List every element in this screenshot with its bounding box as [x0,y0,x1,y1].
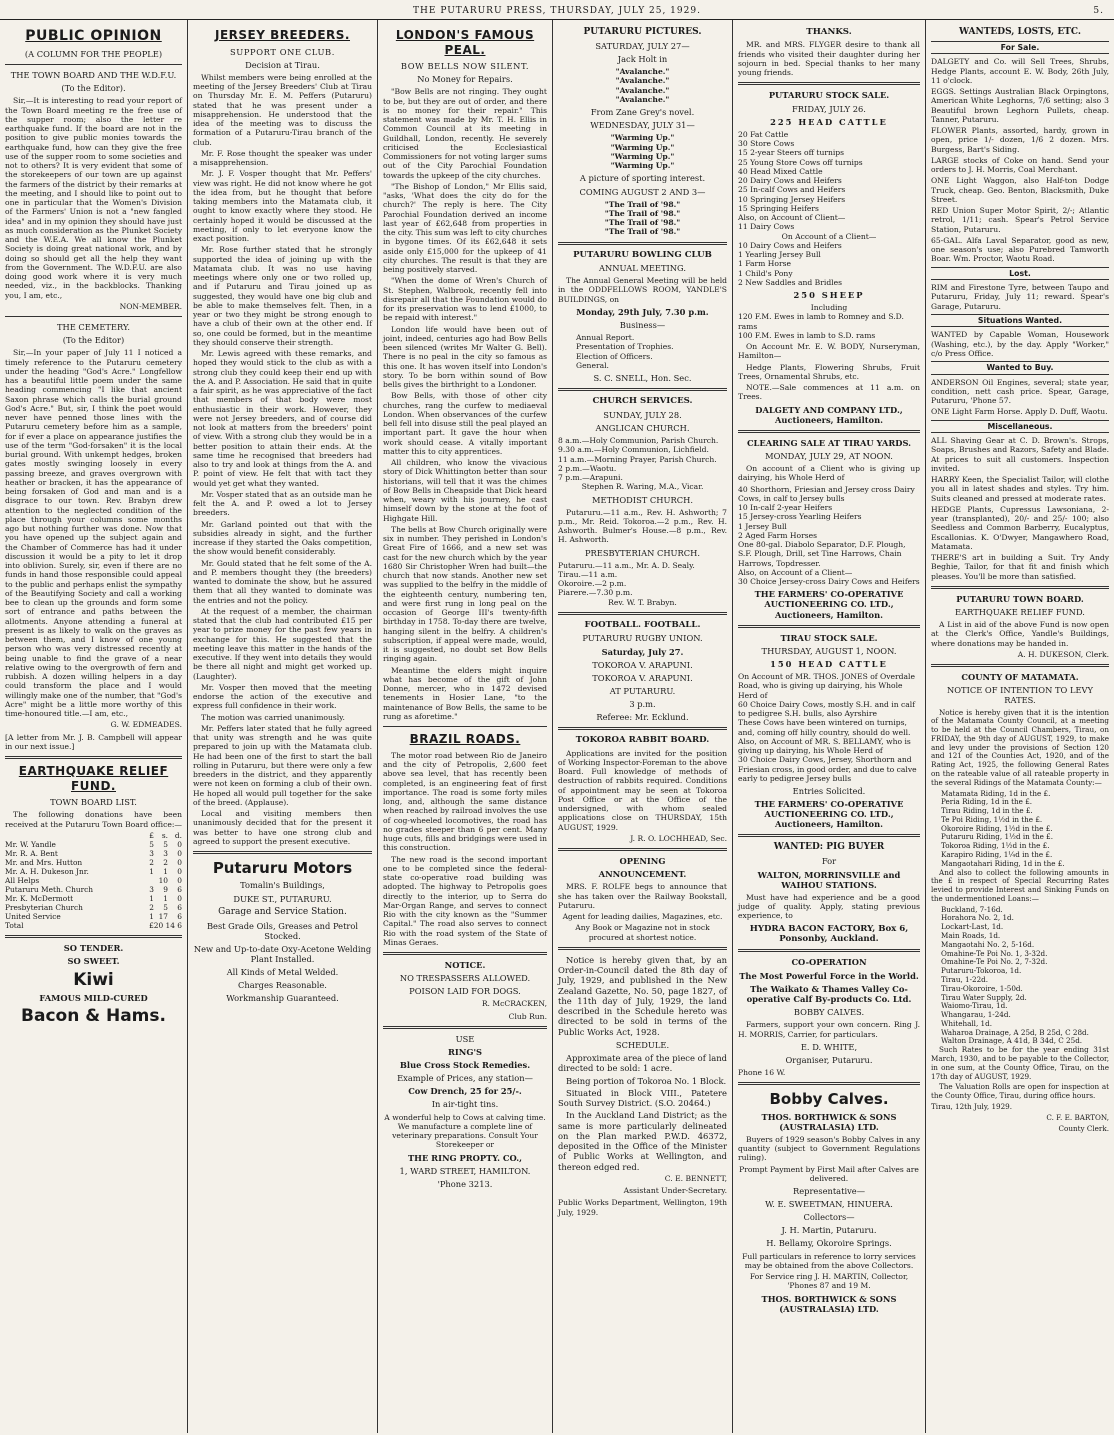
notice-sig: R. McCRACKEN, [481,999,547,1009]
thanks-text: MR. and MRS. FLYGER desire to thank all friends who visited their daughter during her sojourn in bed. Special thanks to her many young friends. [738,40,920,78]
bobby-prompt: Prompt Payment by First Mail after Calves are delivered. [739,1164,919,1183]
town-board-heading: PUTARURU TOWN BOARD. [956,593,1084,604]
stock-items: 20 Fat Cattle 30 Store Cows 15 2-year Steers off turnips 25 Young Store Cows off turnips 40 Head Mixed Cattle 20 Dairy Cows and Heifers 25 In-calf Cows and Heifers 10 Springing Jersey Heifers 15 Springing Heifers Also, on Account of Client— 11 Dairy Cows On Account of a Client— 10 Dairy Cows and Heifers 1 Yearling Jersey Bull 1 Farm Horse 1 Child's Pony 2 New Saddles and Bridles [738,129,877,287]
tirau-heading: TIRAU STOCK SALE. [780,632,878,643]
presbyterian-list: Putaruru.—11 a.m., Mr. A. D. Sealy. Tirau.—11 a.m. Okoroire.—2 p.m. Piarere.—7.30 p.m. Rev. W. T. Brabyn. [558,560,695,607]
bobby-heading: Bobby Calves. [769,1090,889,1109]
opening-heading: OPENING [619,856,666,867]
methodist-heading: METHODIST CHURCH. [592,494,693,505]
motors-ad-line2: Best Grade Oils, Greases and Petrol Stocked. [206,920,359,941]
county-sig1: C. F. E. BARTON, [1046,1112,1109,1122]
football-time: 3 p.m. [629,699,656,709]
jersey-heading: JERSEY BREEDERS. [215,28,350,42]
pig-text: Must have had experience and be a good judge of quality. Apply, stating previous experience, to [738,892,920,921]
football-match2: TOKOROA V. ARAPUNI. [592,672,693,683]
column-public-opinion [0,20,188,1433]
county-ridings: Matamata Riding, 1d in the £. Peria Riding, 1d in the £. Tirau Riding, 1d in the £. Te Poi Riding, 1½d in the £. Okoroire Riding, 1½d in the £. Putaruru Riding, 1½d in the £. Tokoroa Riding, 1½d in the £. Karapiro Riding, 1¼d in the £. Mangaotahari Riding, 1d in the £. [941,788,1065,868]
list-item: DALGETY and Co. will Sell Trees, Shrubs, Hedge Plants, account E. W. Body, 26th July, 11 o'clock. [931,57,1109,85]
list-item: FLOWER Plants, assorted, hardy, grown in open, price 1/- dozen, 1/6 2 dozen. Mrs. Burgess, Bart's Siding. [931,126,1109,154]
football-date: Saturday, July 27. [601,646,684,657]
total-value: £20 14 6 [149,921,182,931]
list-item: THERE'S art in building a Suit. Try Andy Beghie, Tailor, for that fit and finish which pleases. You'll be more than satisfied. [931,553,1109,581]
list-item: HARRY Keen, the Specialist Tailor, will clothe you all in latest shades and styles. Try him. Suits cleaned and pressed at moderate rates. [931,475,1109,503]
stock-sheep-items: Including 120 F.M. Ewes in lamb to Romney and S.D. rams 100 F.M. Ewes in lamb to S.D. rams [738,303,904,340]
methodist-text: Putaruru.—11 a.m., Rev. H. Ashworth; 7 p.m., Mr. Reid. Tokoroa.—2 p.m., Rev. H. Ashworth. Bulmer's House.—8 p.m., Rev. H. Ashworth. [558,507,727,545]
table-row: United Service 1 17 6 [5,912,182,922]
column-bow-bells [378,20,553,1433]
donations-total-row [5,921,182,930]
stock-heading: PUTARURU STOCK SALE. [768,90,890,101]
county-roll: The Valuation Rolls are open for inspection at the County Office, Tirau, during office hours. [931,1082,1109,1101]
letter2-title: THE CEMETERY. [56,322,131,333]
public-opinion-heading: PUBLIC OPINION [25,28,162,44]
pictures-saturday: SATURDAY, JULY 27— [595,40,690,51]
clearing-signature: THE FARMERS' CO-OPERATIVE AUCTIONEERING CO. LTD., Auctioneers, Hamilton. [754,589,904,620]
table-row: Putaruru Meth. Church 3 9 6 [5,885,182,895]
table-row: Mr. K. McDermott 1 1 0 [5,894,182,904]
table-row: Presbyterian Church 2 5 6 [5,903,182,913]
letter1-title: THE TOWN BOARD AND THE W.D.F.U. [10,70,177,81]
avalanche-list: "Avalanche." "Avalanche." "Avalanche." "Avalanche." [615,67,670,104]
motors-ad-line6: Workmanship Guaranteed. [226,993,339,1004]
coop-text: Farmers, support your own concern. Ring J. H. MORRIS, Carrier, for particulars. [738,1020,920,1039]
tirau-signature: THE FARMERS' CO-OPERATIVE AUCTIONEERING CO. LTD., Auctioneers, Hamilton. [754,799,904,830]
page-number: 5. [1093,6,1104,16]
pictures-sporting: A picture of sporting interest. [579,173,706,184]
rabbit-signature: J. R. O. LOCHHEAD, Sec. [630,833,727,843]
letter2-to: (To the Editor) [62,335,125,346]
ring-title: RING'S [448,1047,482,1058]
tirau-entries: Entries Solicited. [792,786,866,797]
list-item: LARGE stocks of Coke on hand. Send your orders to J. H. Morris, Coal Merchant. [931,155,1109,175]
pig-places: WALTON, MORRINSVILLE and WAIHOU STATIONS. [757,869,901,890]
pig-for: For [821,856,837,867]
football-heading: FOOTBALL. FOOTBALL. [584,619,701,630]
editor-note: [A letter from Mr. J. B. Campbell will appear in our next issue.] [5,732,182,751]
ring-phone: 'Phone 3213. [437,1178,493,1189]
stock-head: 225 HEAD CATTLE [770,116,888,127]
motors-ad-line5: Charges Reasonable. [238,980,327,991]
kiwi-ad-line2: SO SWEET. [67,956,120,967]
bobby-rep: Representative— [792,1186,866,1197]
church-date: SUNDAY, JULY 28. [603,409,682,420]
county-special-intro: And also to collect the following amounts in the £ in respect of Special Recurring Rates levied to provide Interest and Sinking Funds on the undermentioned Loans:— [931,867,1109,903]
ring-cow-drench: Cow Drench, 25 for 25/-. [408,1086,522,1097]
col-shillings: s. [161,830,168,840]
letter2-body: Sir,—In your paper of July 11 I noticed a timely reference to the Putaruru cemetery under the heading "God's Acre." Longfellow has a beautiful little poem under the same heading commencing "I like that ancient Saxon phrase which calls the burial ground God's Acre." But, sir, I think the poet would never have penned those lines with the Putaruru cemetery before him as a sample, for if ever a place on appearance justifies the use of the term "God-forsaken" it is the local burial ground. With unkempt hedges, broken gates mostly swinging loosely in every passing breeze, and graves overgrown with heather or bracken, it has the appearance of being forsaken of God and man and is a disgrace to our town. Rev. Brabyn drew attention to the neglected condition of the place through your columns some months ago but nothing further was done. Now that you have opened up the subject again and the Chamber of Commerce has had it under discussion it would be a pity to let it drop into oblivion. Surely, sir, even if there are no funds in hand those responsible could appeal to the public and perhaps enlist the sympathy of the Beautifying Society and call a working bee to clean up the grounds and form some sort of entrance and paths between the allotments. Anyone attending a funeral at present is as likely to walk on the graves as between them, and I know of one young person who was very distressed recently at being unable to find the grave of a near relative owing to the overgrowth of fern and rubbish. A dozen willing helpers in a day could transform the place and I would willingly make one of the number, that "God's Acre" might be a little more worthy of this time-honoured title.—I am, etc., [5,348,182,719]
thanks-heading: THANKS. [806,27,852,37]
bobby-collector2: H. Bellamy, Okoroire Springs. [766,1238,892,1249]
situations-heading: Situations Wanted. [931,314,1109,328]
list-item: RIM and Firestone Tyre, between Taupo and Putaruru, Friday, July 11; reward. Spear's Garage, Putaruru. [931,283,1109,311]
public-works-notice: Notice is hereby given that, by an Order-in-Council dated the 8th day of July, 1929, and published in the New Zealand Gazette, No. 50, page 1827, of the 11th day of July, 1929, the land described in the Schedule hereto was directed to be sold in terms of the Public Works Act, 1928. [558,954,727,1037]
town-board-text: A List in aid of the above Fund is now open at the Clerk's Office, Yandle's Buildings, where donations may be handed in. [931,620,1109,648]
church-heading: CHURCH SERVICES. [592,396,693,407]
county-heading: COUNTY OF MATAMATA. [961,672,1079,683]
ring-company: THE RING PROPTY. CO., [407,1152,523,1163]
opening-text: MRS. F. ROLFE begs to announce that she has taken over the Railway Bookstall, Putaruru. [558,882,727,910]
warming-list: "Warming Up." "Warming Up." "Warming Up." "Warming Up." [610,133,675,171]
football-venue: AT PUTARURU. [609,685,676,696]
bobby-company: THOS. BORTHWICK & SONS (AUSTRALASIA) LTD. [761,1111,897,1132]
bobby-text: Buyers of 1929 season's Bobby Calves in any quantity (subject to Government Regulations ruling). [738,1134,920,1163]
football-match1: TOKOROA V. ARAPUNI. [592,659,693,670]
stock-plants: Hedge Plants, Flowering Shrubs, Fruit Trees, Ornamental Shrubs, etc. [738,362,920,381]
wanteds-heading: WANTEDS, LOSTS, ETC. [958,27,1082,37]
schedule-line: Approximate area of the piece of land directed to be sold: 1 acre. [558,1053,727,1074]
bobby-ring: For Service ring J. H. MARTIN, Collector, 'Phones 87 and 19 M. [749,1272,909,1291]
motors-ad-line4: All Kinds of Metal Welded. [226,967,339,978]
peal-heading: LONDON'S FAMOUS PEAL. [395,28,535,57]
coop-calves: BOBBY CALVES. [793,1007,865,1018]
peal-sub2: No Money for Repairs. [417,74,513,85]
list-item: WANTED by Capable Woman, Housework (Washing, etc.), by the day. Apply "Worker," c/o Press Office. [931,330,1109,358]
coop-heading: CO-OPERATION [791,957,867,968]
rabbit-heading: TOKOROA RABBIT BOARD. [575,735,710,746]
lost-heading: Lost. [931,267,1109,281]
pictures-wednesday: WEDNESDAY, JULY 31— [590,120,695,131]
kiwi-ad-famous: FAMOUS MILD-CURED [39,993,148,1004]
donations-header-row [5,831,182,840]
football-referee: Referee: Mr. Ecklund. [596,712,689,723]
ring-address: 1, WARD STREET, HAMILTON. [399,1165,531,1176]
presbyterian-heading: PRESBYTERIAN CHURCH. [584,547,701,558]
list-item: ALL Shaving Gear at C. D. Brown's. Strops, Soaps, Brushes and Razors, Safety and Blade. At prices to suit all customers. Inspection invited. [931,436,1109,473]
schedule-line: Situated in Block VIII., Patetere South Survey District. (S.O. 20464.) [558,1087,727,1109]
notice-sig2: Club Run. [508,1011,547,1021]
anglican-list: 8 a.m.—Holy Communion, Parish Church. 9.30 a.m.—Holy Communion, Lichfield. 11 a.m.—Morning Prayer, Parish Church. 2 p.m.—Waotu. 7 p.m.—Arapuni. Stephen R. Waring, M.A., Vicar. [558,436,719,492]
public-opinion-subheading: (A COLUMN FOR THE PEOPLE) [24,49,163,60]
relief-fund-intro: The following donations have been received at the Putaruru Town Board office:— [5,810,182,829]
notice-line2: POISON LAID FOR DOGS. [409,986,521,997]
table-row: Mr. and Mrs. Hutton 2 2 0 [5,858,182,868]
table-row: Mr. R. A. Bent 3 3 0 [5,849,182,859]
list-item: 65-GAL. Alfa Laval Separator, good as new, one season's use; also Purebred Tamworth Boar. Wm. Proctor, Waotu Road. [931,235,1109,264]
ring-use: USE [455,1033,475,1044]
jersey-article-body: Whilst members were being enrolled at the meeting of the Jersey Breeders' Club at Tirau on Thursday Mr. E. M. Peffers (Putaruru) stated that he was present under a misapprehension. He understood that the idea of the meeting was to discuss the formation of a Putaruru-Tirau branch of the club. Mr. F. Rose thought the speaker was under a misapprehension. Mr. J. F. Vosper thought that Mr. Peffers' view was right. He did not know where he got the idea from, but he thought that before taking members into the Matamata club, it ought to know exactly where they stood. He certainly hoped it would be discussed at the meeting, if only to let everyone know the exact position. Mr. Rose further stated that he strongly supported the idea of joining up with the Matamata club. It was no use having meetings where only one or two rolled up, and if Putaruru and Tirau joined up as suggested, they would have one big club and be able to make themselves felt. Then, in a year or two they might be strong enough to have a club of their own at the other end. If so, one could be formed, but in the meantime they should conserve their strength. Mr. Lewis agreed with these remarks, and hoped they would stick to the club as with a strong club they could keep their end up with the A. and P. Association. He said that in quite a fair spirit, as he was appreciative of the fact that members of that body were most enthusiastic in their work. However, they were not Jersey breeders, and of course did not look at matters from the breeders' point of view. With a strong club they would be in a better position to attain their ends. At the same time he recognised that breeders had also to try and look at things from the A. and P. point of view. He felt that with tact they would yet get what they wanted. Mr. Vosper stated that as an outside man he felt the A. and P. owed a lot to Jersey breeders. Mr. Garland pointed out that with the subsidies already in sight, and the further increase if they started the Oaks competition, the show would benefit considerably. Mr. Gould stated that he felt some of the A. and P. members thought they (the breeders) wanted to dominate the show, but he assured them that all they wanted to dominate was the entries and not the policy. At the request of a member, the chairman stated that the club had contributed £15 per year to prize money for the past few years in exchange for this. He suggested that the meeting leave this matter in the hands of the executive. If they went into details they would be there all night and might get worked up. (Laughter). Mr. Vosper then moved that the meeting endorse the action of the executive and express full confidence in their work. The motion was carried unanimously. Mr. Peffers later stated that he fully agreed that unity was strength and he was quite prepared to join up with the Matamata club. He had been one of the first to start the ball rolling in Putaruru, but there were only a few breeders in the district, and they apparently were not keen on forming a club of their own. He hoped all would pull together for the sake of the breed. (Applause). Local and visiting members then unanimously decided that for the present it was better to have one strong club and agreed to support the present executive. [193,72,372,846]
bowling-items: Annual Report. Presentation of Trophies. Election of Officers. General. [576,333,674,370]
pw-signature2: Assistant Under-Secretary. [623,1186,727,1196]
table-row: Mr. W. Yandle 5 5 0 [5,840,182,850]
col-pence: d. [174,830,182,840]
brazil-para2: The new road is the second important one to be completed since the federal-state co-operative road building was adopted. The highway to Petropolis goes directly to the interior, up to Serra do Mar-Organ Range, and serves to connect Rio with the city known as the "Summer Capital." The road also serves to connect Rio with the road system of the State of Minas Geraes. [383,854,547,947]
bowling-heading: PUTARURU BOWLING CLUB [573,249,712,260]
masthead-title: THE PUTARURU PRESS, THURSDAY, JULY 25, 1929. [413,6,701,16]
bobby-sweetman: W. E. SWEETMAN, HINUERA. [765,1199,893,1210]
coop-phone: Phone 16 W. [738,1068,786,1078]
motors-ad-address: DUKE ST., PUTARURU. [233,893,332,904]
list-item: HEDGE Plants, Cupressus Lawsoniana, 2-year (transplanted), 20/- and 25/- 100; also Seedless and Common Barberry, Eucalyptus, Escallonias. K. O'Dwyer, Mangawhero Road, Matamata. [931,504,1109,551]
column-jersey-breeders [188,20,378,1433]
county-due: Such Rates to be for the year ending 31st March, 1930, and to be payable to the Collector, in one sum, at the County Office, Tirau, on the 17th day of AUGUST, 1929. [931,1045,1109,1081]
anglican-heading: ANGLICAN CHURCH. [595,422,690,433]
bowling-business: Business— [619,320,666,331]
column-classifieds [926,20,1114,1433]
letter2-signature: G. W. EDMEADES. [110,720,182,730]
county-loans: Buckland, 7-16d. Horahora No. 2, 1d. Lockart-Last, 1d. Main Roads, 1d. Mangaotahi No. 2, 5-16d. Omahine-Te Poi No. 1, 3-32d. Omahine-Te Poi No. 2, 7-32d. Putaruru-Tokoroa, 1d. Tirau, 1-22d. Tirau-Okoroire, 1-50d. Tirau Water Supply, 2d. Waiomo-Tirau, 1d. Whangarau, 1-24d. Whitehall, 1d. Waharoa Drainage, A 25d, B 25d, C 28d. Walton Drainage, A 41d, B 34d, C 25d. [941,904,1089,1046]
coop-name: The Waikato & Thames Valley Co-operative Calf By-products Co. Ltd. [746,983,912,1004]
pw-signature3: Public Works Department, Wellington, 19th July, 1929. [558,1198,727,1217]
column-pictures-churches [553,20,733,1433]
stock-date: FRIDAY, JULY 26. [792,103,866,114]
ring-tins: In air-tight tins. [431,1099,499,1110]
tirau-head: 150 HEAD CATTLE [770,658,888,669]
bowling-text: The Annual General Meeting will be held in the ODDFELLOWS ROOM, YANDLE'S BUILDINGS, on [558,276,727,304]
pig-heading: WANTED: PIG BUYER [773,842,885,853]
jersey-sub1: SUPPORT ONE CLUB. [229,46,335,57]
table-row: All Helps 10 0 [5,876,182,886]
letter1-signature: NON-MEMBER. [119,301,182,311]
opening-agent: Agent for leading dailies, Magazines, etc. [562,912,723,922]
bowling-date: Monday, 29th July, 7.30 p.m. [576,306,709,317]
schedule-line: In the Auckland Land District; as the same is more particularly delineated on the Plan marked P.W.D. 46372, deposited in the Office of the Minister of Public Works at Wellington, and thereon edged red. [558,1110,727,1172]
motors-ad-title: Putaruru Motors [212,859,353,878]
ring-example: Example of Prices, any station— [397,1073,533,1084]
list-item: ANDERSON Oil Engines, several; state year, condition, nett cash price. Spear, Garage, Putaruru, 'Phone 57. [931,377,1109,406]
pictures-heading: PUTARURU PICTURES. [583,27,702,37]
stock-signature: DALGETY AND COMPANY LTD., Auctioneers, Hamilton. [755,404,903,425]
clearing-date: MONDAY, JULY 29, AT NOON. [765,451,893,461]
ring-text: A wonderful help to Cows at calving time. We manufacture a complete line of veterinary preparations. Consult Your Storekeeper or [384,1112,546,1150]
bobby-signature: THOS. BORTHWICK & SONS (AUSTRALASIA) LTD. [761,1293,897,1314]
stock-account: On Account Mr. E. W. BODY, Nurseryman, Hamilton— [738,342,920,361]
letter1-body: Sir,—It is interesting to read your report of the Town Board meeting re the free use of the supper room; also the letter re earthquake fund. If the board are not in the position to give public monies towards the earthquake fund, how can they give the free use of the supper room to some societies and not to others? It is very evident that some of the storekeepers of our town are up against the farmers of the district by their remarks at the meeting, and I should like to point out to one in particular that the Women's Division of the Farmers' Union is not a "new fangled idea" and in my opinion they should have just as much consideration as the Plunket Society and the W.E.A. We all know the Plunket Society is doing great national work, and by doing so should get all the help they want from the Government. The W.D.F.U. are also doing good work where it is very much needed, viz., in the backblocks. Thanking you, I am, etc., [5,96,182,300]
donations-table [5,831,182,930]
col-pounds: £ [149,830,154,840]
kiwi-ad-brand: Kiwi [73,969,114,990]
coop-sub: The Most Powerful Force in the World. [739,970,919,981]
pictures-jack: Jack Holt in [617,54,668,65]
pig-signature: HYDRA BACON FACTORY, Box 6, Ponsonby, Auckland. [749,923,909,944]
letter1-to: (To the Editor). [61,83,126,94]
county-sig2: County Clerk. [1058,1124,1109,1134]
wanted-to-buy-heading: Wanted to Buy. [931,361,1109,375]
stock-sheep: 250 SHEEP [793,290,865,301]
peal-sub1: BOW BELLS NOW SILENT. [400,61,530,72]
motors-ad-sub: Tomalin's Buildings, [240,880,325,891]
ring-sub: Blue Cross Stock Remedies. [399,1060,531,1071]
bobby-collectors: Collectors— [803,1212,855,1223]
brazil-heading: BRAZIL ROADS. [409,732,521,747]
kiwi-ad-line1: SO TENDER. [63,943,124,954]
schedule-line: Being portion of Tokoroa No. 1 Block. [566,1075,727,1086]
motors-ad-line1: Garage and Service Station. [218,906,347,917]
trail-list: "The Trail of '98." "The Trail of '98." "The Trail of '98." "The Trail of '98." [604,199,681,237]
county-date: Tirau, 12th July, 1929. [931,1101,1013,1111]
table-row: Mr. A. H. Dukeson Jnr. 1 1 0 [5,867,182,877]
opening-any: Any Book or Magazine not in stock procured at shortest notice. [575,923,710,942]
town-board-sub: EARTHQUAKE RELIEF FUND. [955,607,1085,618]
page-columns [0,20,1114,1433]
list-item: EGGS. Settings Australian Black Orpingtons, American White Leghorns, 7/6 setting; also 3 Beautiful brown Leghorn Pullets, cheap. Tanner, Putaruru. [931,87,1109,124]
relief-fund-heading: EARTHQUAKE RELIEF FUND. [18,764,169,793]
notice-line1: NO TRESPASSERS ALLOWED. [399,973,531,984]
county-text: Notice is hereby given that it is the intention of the Matamata County Council, at a meeting to be held at the Council Chambers, Tirau, on FRIDAY, the 9th day of AUGUST, 1929, to make and levy under the provisions of Section 120 and 121 of the Counties Act, 1920, and of the Rating Act, 1925, the following General Rates on the rateable value of all rateable property in the several Ridings of the Matamata County:— [931,707,1109,787]
opening-sub: ANNOUNCEMENT. [598,869,687,880]
peal-article-body: "Bow Bells are not ringing. They ought to be, but they are out of order, and there is no money for their repair." This statement was made by Mr. T. H. Ellis in Common Council at its meeting in Guildhall, London, recently. He severely criticised the Ecclesiastical Commissioners for not voting larger sums out of the City Parochial Foundation towards the upkeep of the city churches. "The Bishop of London," Mr Ellis said, "asks, 'What does the city do for the church?' The reply is here. The City Parochial Foundation derived an income last year of £62,648 from properties in the city. This sum was left to city churches in bygone times. Of its £62,648 it sets aside only £15,000 for the upkeep of 41 city churches. The result is that they are being positively starved. "When the dome of Wren's Church of St. Stephen, Walbrook, recently fell into disrepair all that the Foundation would do for its preservation was to lend £1000, to be repaid with interest." London life would have been out of joint, indeed, centuries ago had Bow Bells been silenced (writes Mr Walter G. Bell). There is no peal in the city so famous as this one. It has woven itself into London's story. To be born within sound of Bow bells gives the birthright to a Londoner. Bow Bells, with those of other city churches, rang the curfew to mediaeval London. When observances of the curfew bell fell into disuse still the peal played an important part. It gave the hour when work should cease. A vitally important matter this to city apprentices. All children, who know the vivacious story of Dick Whittington better than sour historians, will tell that it was the chimes of Bow Bells in Cheapside that Dick heard when, weary with his journey, he cast himself down by the stone at the foot of Highgate Hill. The bells at Bow Church originally were six in number. They perished in London's Great Fire of 1666, and a new set was cast for the new church which by the year 1680 Sir Christopher Wren had built—the church that now stands. Another new set was supplied to the belfry in the middle of the eighteenth century, numbering ten, and were first rung in long peal on the occasion of George III's twenty-fifth birthday in 1758. To-day there are twelve, hanging silent in the belfry. A children's subscription, if appeal were made, would, it is suggested, no doubt set Bow Bells ringing again. Meantime the elders might inquire what has become of the gift of John Donne, mercer, who in 1472 devised tenements in Hosier Lane, "to the maintenance of Bow Bells, the same to be rung as aforetime." [383,87,547,721]
brazil-para1: The motor road between Rio de Janeiro and the city of Petropolis, 2,600 feet above sea level, that has recently been completed, is an engineering feat of first importance. The road is some forty miles long, and, although the same distance when reached by railroad involves the use of cog-wheeled locomotives, the road has no grades steeper than 6 per cent. Many huge cuts, fills and bridgings were used in this construction. [383,750,547,853]
schedule-heading: SCHEDULE. [615,1039,670,1050]
town-board-signature: A. H. DUKESON, Clerk. [1017,649,1109,659]
clearing-heading: CLEARING SALE AT TIRAU YARDS. [746,437,912,448]
coop-sig2: Organiser, Putaruru. [785,1054,873,1065]
county-sub: NOTICE OF INTENTION TO LEVY RATES. [946,685,1094,706]
bowling-sub: ANNUAL MEETING. [598,263,687,274]
bowling-signature: S. C. SNELL, Hon. Sec. [593,373,692,384]
list-item: RED Union Super Motor Spirit, 2/-; Atlantic retrol, 1/11; cash. Spear's Petrol Service Station, Putaruru. [931,206,1109,234]
tirau-date: THURSDAY, AUGUST 1, NOON. [761,645,897,656]
coop-sig1: E. D. WHITE, [800,1041,858,1052]
tirau-items: On Account of MR. THOS. JONES of Overdale Road, who is giving up dairying, his Whole Herd of 60 Choice Dairy Cows, mostly S.H. and in calf to pedigree S.H. bulls, also Ayrshire These Cows have been wintered on turnips, and, coming off hilly country, should do well. Also, on Account of MR. S. BELLAMY, who is giving up dairying, his Whole Herd of 30 Choice Dairy Cows, Jersey, Shorthorn and Friesian cross, in good order, and due to calve early to pedigree Jersey bulls [738,672,917,783]
bobby-collector1: J. H. Martin, Putaruru. [781,1225,877,1236]
bobby-full: Full particulars in reference to lorry services may be obtained from the above Collectors. [742,1251,916,1270]
stock-note: NOTE.—Sale commences at 11 a.m. on Trees. [738,383,920,402]
list-item: ONE Light Waggon, also Half-ton Dodge Truck, cheap. Geo. Benton, Blacksmith, Duke Street. [931,176,1109,204]
miscellaneous-heading: Miscellaneous. [931,420,1109,434]
pictures-coming: COMING AUGUST 2 AND 3— [579,186,706,197]
motors-ad-line3: New and Up-to-date Oxy-Acetone Welding Plant Installed. [193,943,372,964]
football-sub: PUTARURU RUGBY UNION. [582,633,703,644]
relief-fund-subheading: TOWN BOARD LIST. [50,797,137,808]
clearing-items: 40 Shorthorn, Friesian and Jersey cross Dairy Cows, in calf to Jersey bulls 10 In-calf 2-year Heifers 15 Jersey-cross Yearling Heifers 1 Jersey Bull 2 Aged Farm Horses One 80-gal. Diabolo Separator, D.F. Plough, S.F. Plough, Drill, set Tine Harrows, Chain Harrows, Topdresser. Also, on Account of a Client— 30 Choice Jersey-cross Dairy Cows and Heifers [738,484,920,587]
total-label: Total [5,921,24,931]
rabbit-text: Applications are invited for the position of Working Inspector-Foreman to the above Board. Full knowledge of methods of destruction of rabbits required. Conditions of appointment may be seen at Tokoroa Post Office or at the Office of the undersigned, with whom sealed applications close on THURSDAY, 15th AUGUST, 1929. [558,748,727,832]
masthead [0,0,1114,20]
list-item: ONE Light Farm Horse. Apply D. Duff, Waotu. [931,407,1108,417]
kiwi-ad-bacon: Bacon & Hams. [21,1006,166,1027]
jersey-sub2: Decision at Tirau. [245,59,320,70]
column-stock-sales [733,20,926,1433]
for-sale-list [931,57,1109,263]
notice-heading: NOTICE. [444,960,486,971]
for-sale-heading: For Sale. [931,41,1109,55]
clearing-text: On account of a Client who is giving up dairying, his Whole Herd of [738,464,920,483]
pw-signature1: C. E. BENNETT, [664,1173,727,1183]
pictures-zane: From Zane Grey's novel. [590,107,695,118]
